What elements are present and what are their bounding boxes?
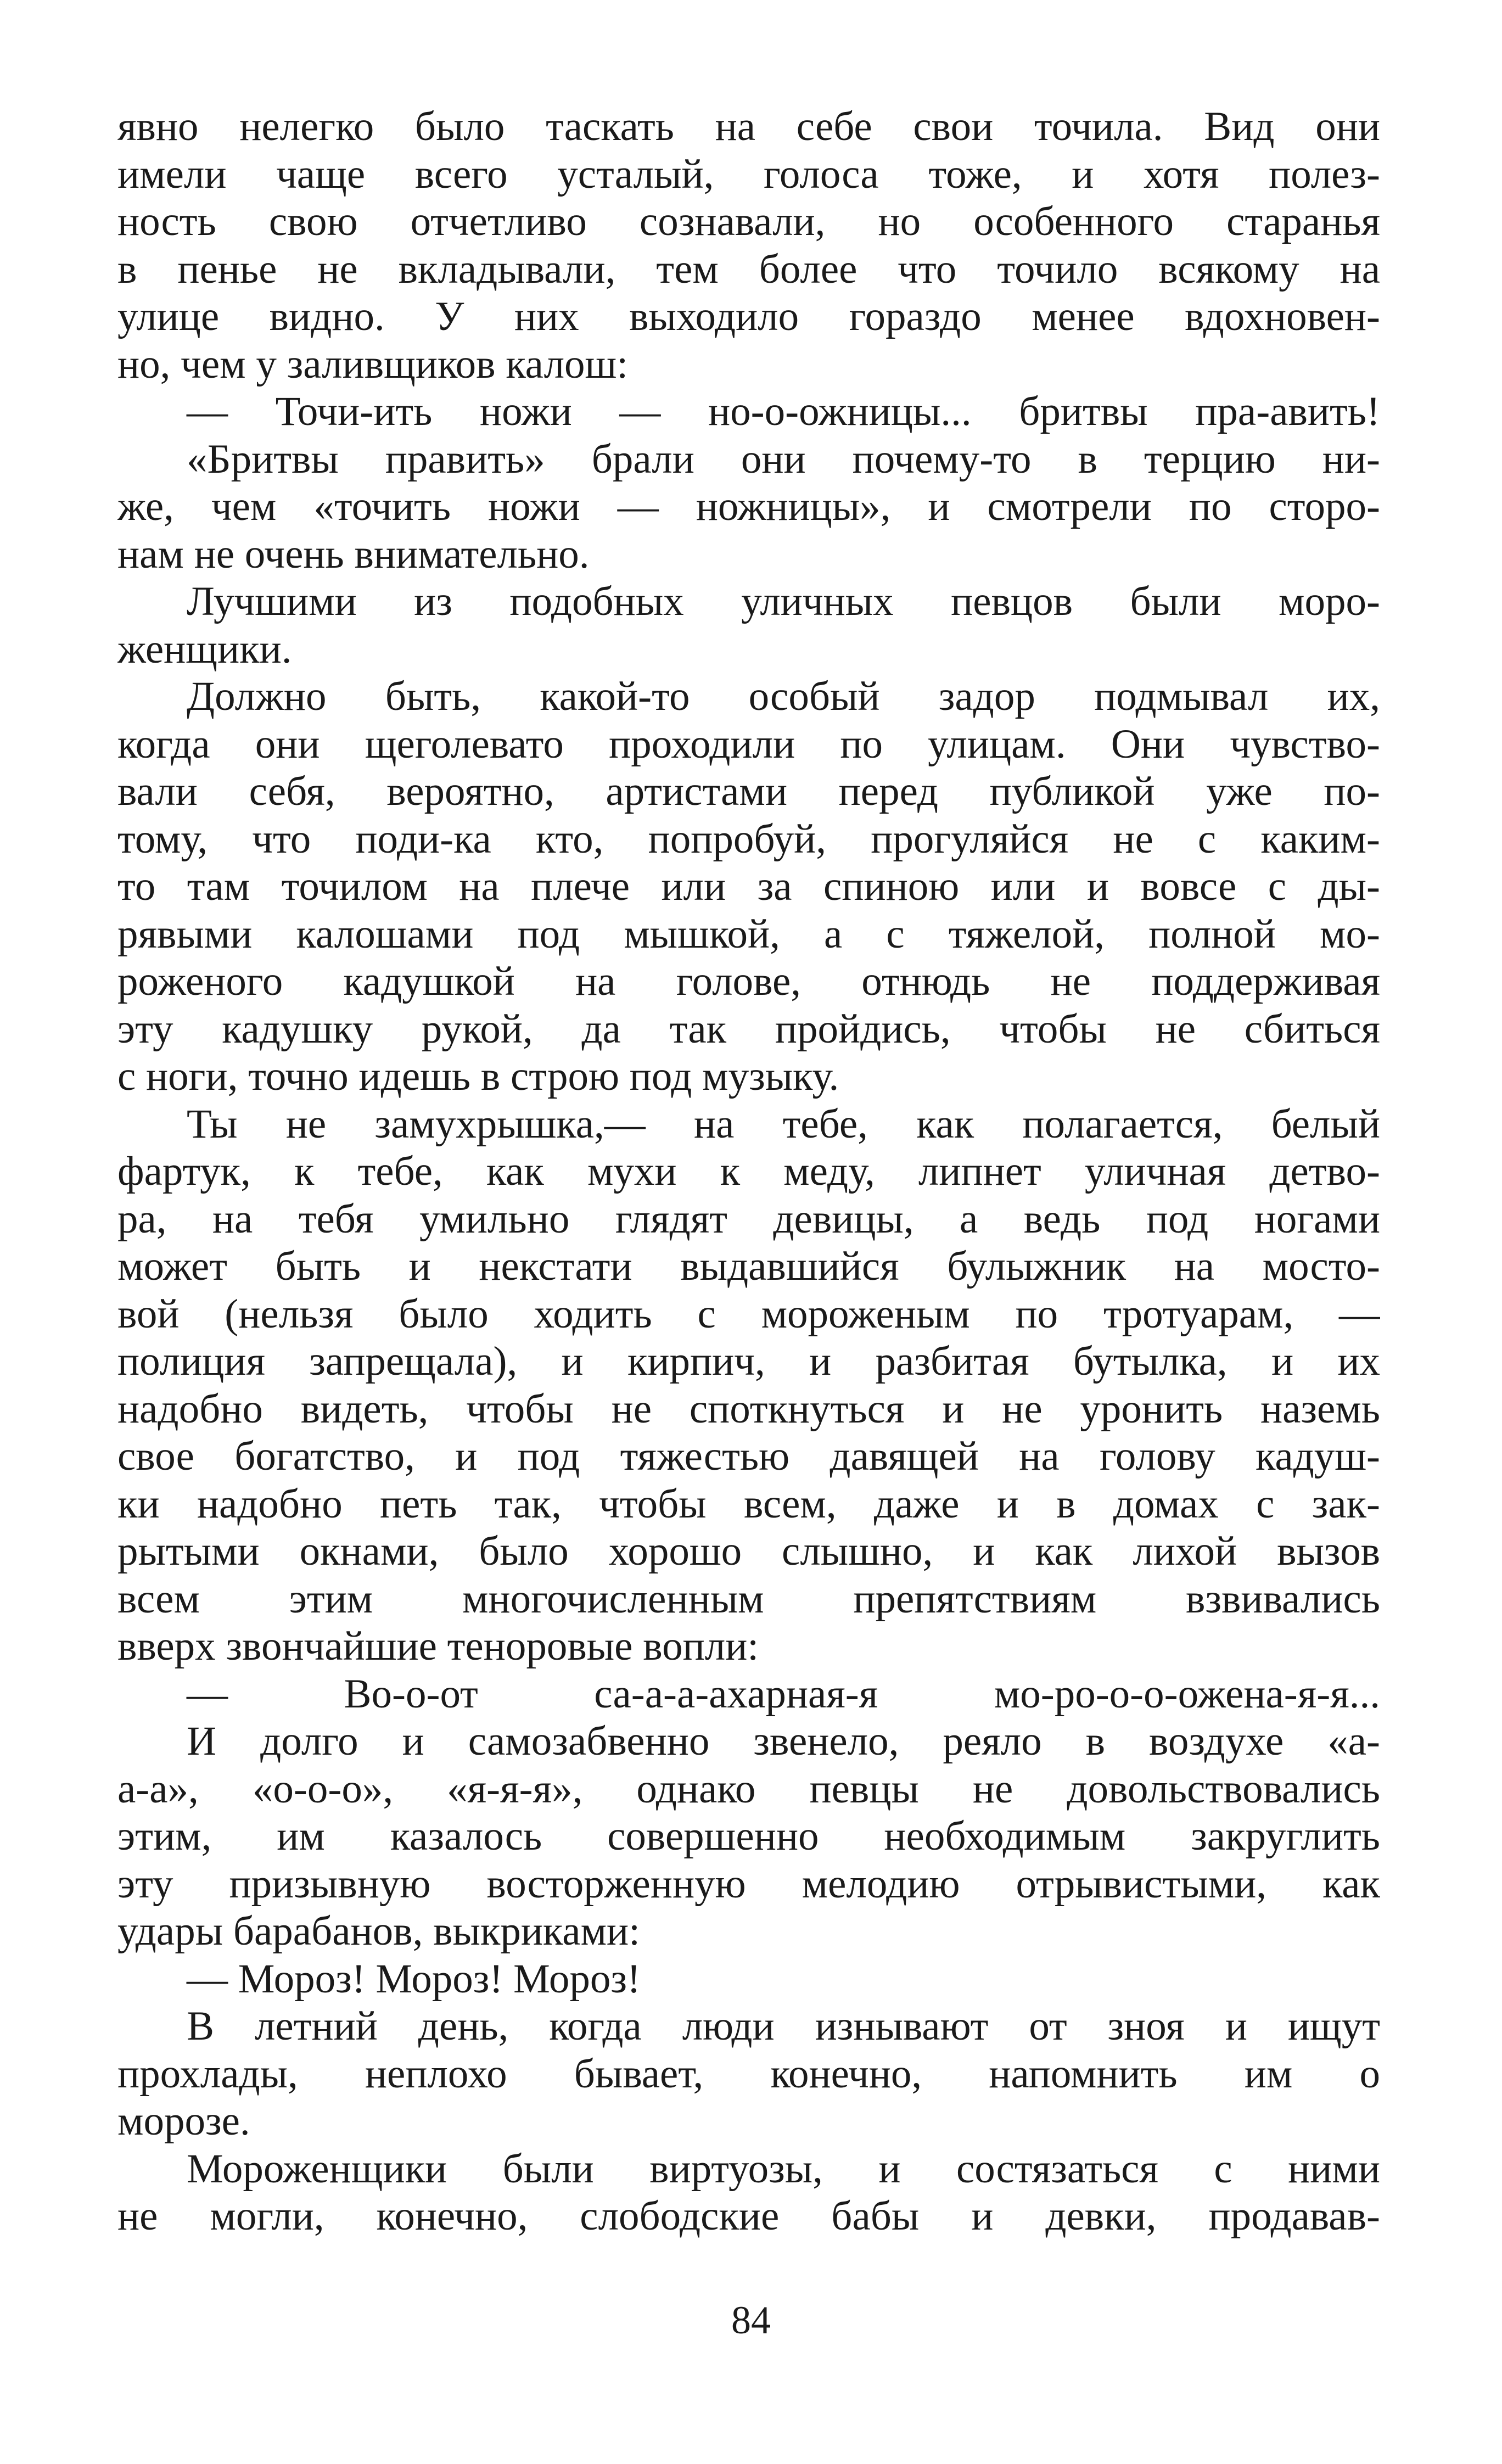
text-line: явно нелегко было таскать на себе свои точила. Вид они <box>117 104 1380 149</box>
text-line: надобно видеть, чтобы не споткнуться и не уронить наземь <box>117 1386 1380 1432</box>
text-line: вверх звончайшие теноровые вопли: <box>117 1623 759 1669</box>
text-line: может быть и некстати выдавшийся булыжник на мосто- <box>117 1244 1380 1289</box>
text-line: прохлады, неплохо бывает, конечно, напомнить им о <box>117 2051 1380 2097</box>
text-line: Лучшими из подобных уличных певцов были моро- <box>187 579 1380 624</box>
text-line: в пенье не вкладывали, тем более что точило всякому на <box>117 246 1380 292</box>
text-line: тому, что поди-ка кто, попробуй, прогуляйся не с каким- <box>117 816 1380 862</box>
text-line: имели чаще всего усталый, голоса тоже, и хотя полез- <box>117 151 1380 197</box>
text-line: этим, им казалось совершенно необходимым закруглить <box>117 1813 1380 1859</box>
text-line: всем этим многочисленным препятствиям взвивались <box>117 1576 1380 1622</box>
text-line: улице видно. У них выходило гораздо менее вдохновен- <box>117 294 1380 339</box>
text-line: ность свою отчетливо сознавали, но особенного старанья <box>117 199 1380 244</box>
text-line: но, чем у заливщиков калош: <box>117 341 629 387</box>
text-line: эту кадушку рукой, да так пройдись, чтобы не сбиться <box>117 1006 1380 1052</box>
text-line: И долго и самозабвенно звенело, реяло в воздухе «а- <box>187 1718 1380 1764</box>
text-line: ра, на тебя умильно глядят девицы, а ведь под ногами <box>117 1196 1380 1242</box>
text-line: с ноги, точно идешь в строю под музыку. <box>117 1054 839 1099</box>
text-line: рявыми калошами под мышкой, а с тяжелой, полной мо- <box>117 911 1380 957</box>
text-line: роженого кадушкой на голове, отнюдь не поддерживая <box>117 959 1380 1004</box>
text-line: — Во-о-от са-а-а-ахарная-я мо-ро-о-о-ожена-я-я... <box>187 1671 1380 1717</box>
text-line: то там точилом на плече или за спиною или и вовсе с ды- <box>117 864 1380 909</box>
page-body <box>117 103 1380 2354</box>
text-line: рытыми окнами, было хорошо слышно, и как лихой вызов <box>117 1528 1380 1574</box>
text-line: женщики. <box>117 626 292 672</box>
page-number: 84 <box>731 2298 771 2342</box>
text-line: свое богатство, и под тяжестью давящей на голову кадуш- <box>117 1433 1380 1479</box>
text-line: ки надобно петь так, чтобы всем, даже и в домах с зак- <box>117 1481 1380 1527</box>
text-line: полиция запрещала), и кирпич, и разбитая бутылка, и их <box>117 1339 1380 1384</box>
text-line: Мороженщики были виртуозы, и состязаться с ними <box>187 2146 1380 2192</box>
text-line: Должно быть, какой-то особый задор подмывал их, <box>187 674 1380 719</box>
text-line: «Бритвы править» брали они почему-то в терцию ни- <box>187 436 1380 482</box>
text-line: же, чем «точить ножи — ножницы», и смотрели по сторо- <box>117 484 1380 529</box>
text-line: Ты не замухрышка,— на тебе, как полагается, белый <box>187 1101 1380 1147</box>
text-line: — Точи-ить ножи — но-о-ожницы... бритвы пра-авить! <box>187 389 1380 434</box>
text-line: нам не очень внимательно. <box>117 531 590 577</box>
text-line: В летний день, когда люди изнывают от зноя и ищут <box>187 2003 1380 2049</box>
text-line: когда они щеголевато проходили по улицам. Они чувство- <box>117 721 1380 767</box>
text-line: фартук, к тебе, как мухи к меду, липнет уличная детво- <box>117 1149 1380 1194</box>
text-line: эту призывную восторженную мелодию отрывистыми, как <box>117 1861 1380 1907</box>
text-line: а-а», «о-о-о», «я-я-я», однако певцы не довольствовались <box>117 1766 1380 1812</box>
text-line: вали себя, вероятно, артистами перед публикой уже по- <box>117 769 1380 814</box>
text-line: вой (нельзя было ходить с мороженым по тротуарам, — <box>117 1291 1380 1337</box>
text-line: морозе. <box>117 2098 250 2144</box>
text-line: — Мороз! Мороз! Мороз! <box>187 1956 641 2002</box>
text-line: удары барабанов, выкриками: <box>117 1908 641 1954</box>
text-line: не могли, конечно, слободские бабы и девки, продавав- <box>117 2193 1380 2239</box>
